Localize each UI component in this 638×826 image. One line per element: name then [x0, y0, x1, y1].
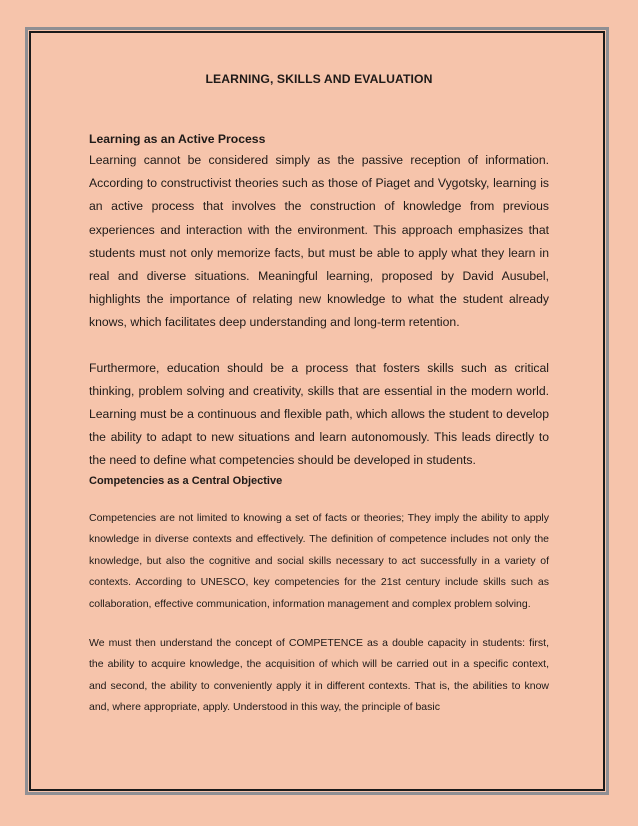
paragraph-active-process-2: Furthermore, education should be a process that fosters skills such as critical thinking, problem solving and creativity, skills that are essential in the modern world. Learning must be a continuous and flexible path, which allows the student to develop the ability to adapt to new situations and learn autonomously. This leads directly to the need to define what competencies should be developed in students. — [89, 360, 549, 468]
paragraph-active-process-1: Learning cannot be considered simply as the passive reception of information. According to constructivist theories such as those of Piaget and Vygotsky, learning is an active process that involves the construction of knowledge from previous experiences and interaction with the environment. This approach emphasizes that students must not only memorize facts, but must be able to apply what they learn in real and diverse situations. Meaningful learning, proposed by David Ausubel, highlights the importance of relating new knowledge to what the student already knows, which facilitates deep understanding and long-term retention. — [89, 153, 549, 330]
document-body — [89, 70, 549, 719]
section-heading-competencies: Competencies as a Central Objective — [89, 474, 283, 487]
paragraph-competencies-2: We must then understand the concept of COMPETENCE as a double capacity in students: first, the ability to acquire knowledge, the acquisition of which will be carried out in a specific context, and second, the ability to conveniently apply it in different contexts. That is, the abilities to know and, where appropriate, apply. Understood in this way, the principle of basic — [89, 636, 549, 714]
document-title: LEARNING, SKILLS AND EVALUATION — [205, 72, 433, 86]
paragraph-competencies-1: Competencies are not limited to knowing a set of facts or theories; They imply the ability to apply knowledge in diverse contexts and effectively. The definition of competence includes not only the knowledge, but also the cognitive and social skills necessary to act successfully in a variety of contexts. According to UNESCO, key competencies for the 21st century include skills such as collaboration, effective communication, information management and complex problem solving. — [89, 511, 549, 611]
section-heading-active-process: Learning as an Active Process — [89, 132, 266, 146]
